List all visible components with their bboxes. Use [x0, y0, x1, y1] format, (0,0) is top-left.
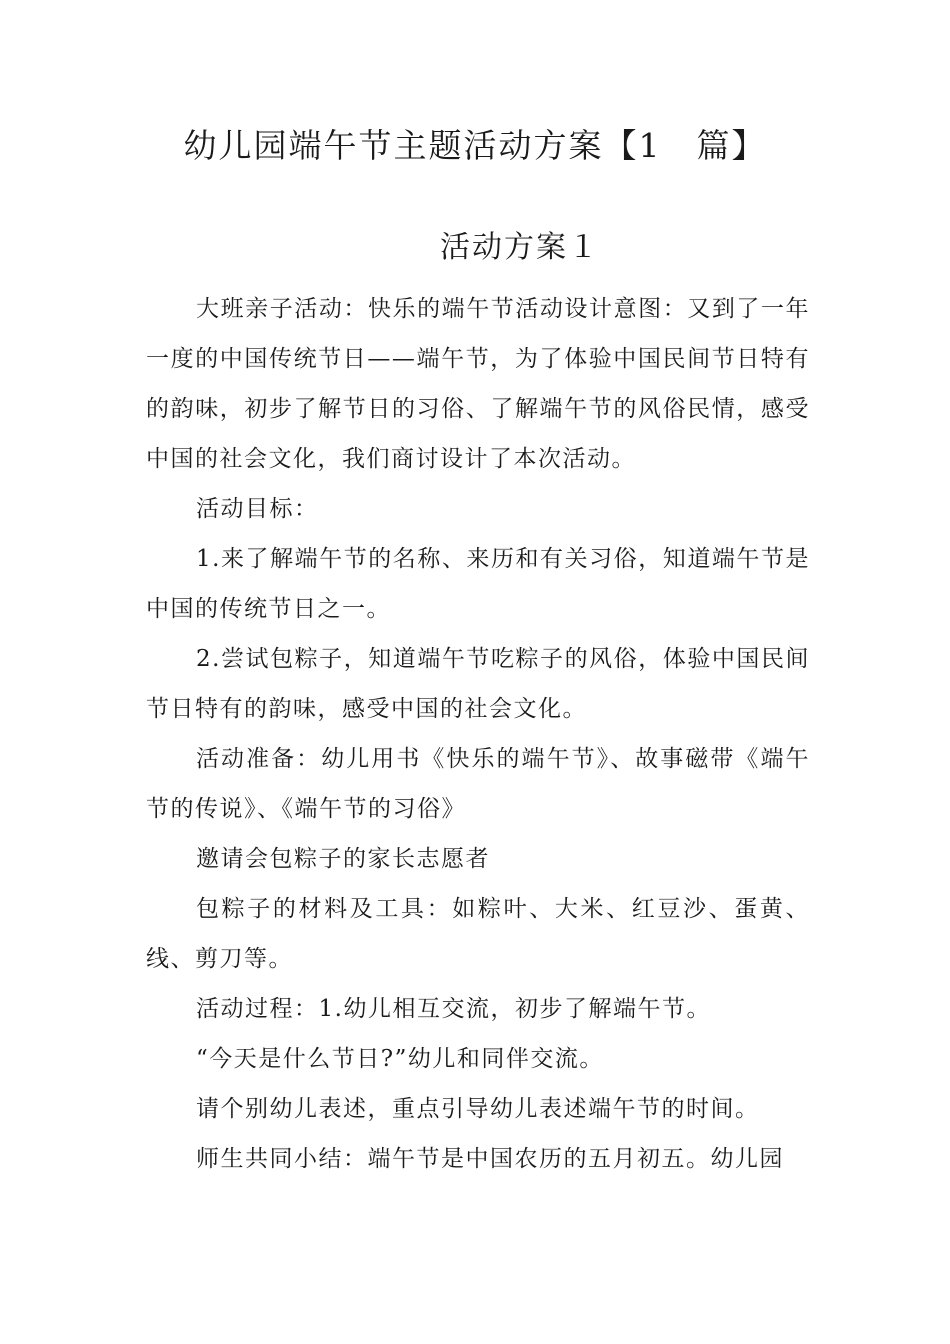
paragraph-preparation: 活动准备：幼儿用书《快乐的端午节》、故事磁带《端午节的传说》、《端午节的习俗》 — [146, 746, 810, 822]
paragraph-guidance: 请个别幼儿表述，重点引导幼儿表述端午节的时间。 — [196, 1096, 760, 1122]
document-title: 幼儿园端午节主题活动方案【1 篇】 — [183, 126, 767, 165]
section-heading: 活动方案１ — [440, 230, 600, 265]
paragraph-process: 活动过程：1.幼儿相互交流，初步了解端午节。 — [196, 996, 711, 1022]
document-body — [146, 284, 810, 1184]
paragraph-goals-label: 活动目标： — [196, 496, 319, 522]
paragraph-goal-2: 2.尝试包粽子，知道端午节吃粽子的风俗，体验中国民间节日特有的韵味，感受中国的社会文化。 — [146, 646, 810, 722]
paragraph-volunteers: 邀请会包粽子的家长志愿者 — [196, 846, 490, 872]
paragraph-materials: 包粽子的材料及工具：如粽叶、大米、红豆沙、蛋黄、线、剪刀等。 — [146, 896, 810, 972]
paragraph-intro: 大班亲子活动：快乐的端午节活动设计意图：又到了一年一度的中国传统节日——端午节，为了体验中国民间节日特有的韵味，初步了解节日的习俗、了解端午节的风俗民情，感受中国的社会文化，我们商讨设计了本次活动。 — [146, 296, 810, 472]
paragraph-summary: 师生共同小结：端午节是中国农历的五月初五。幼儿园 — [196, 1146, 784, 1172]
paragraph-question: “今天是什么节日?”幼儿和同伴交流。 — [196, 1046, 604, 1072]
paragraph-goal-1: 1.来了解端午节的名称、来历和有关习俗，知道端午节是中国的传统节日之一。 — [146, 546, 810, 622]
